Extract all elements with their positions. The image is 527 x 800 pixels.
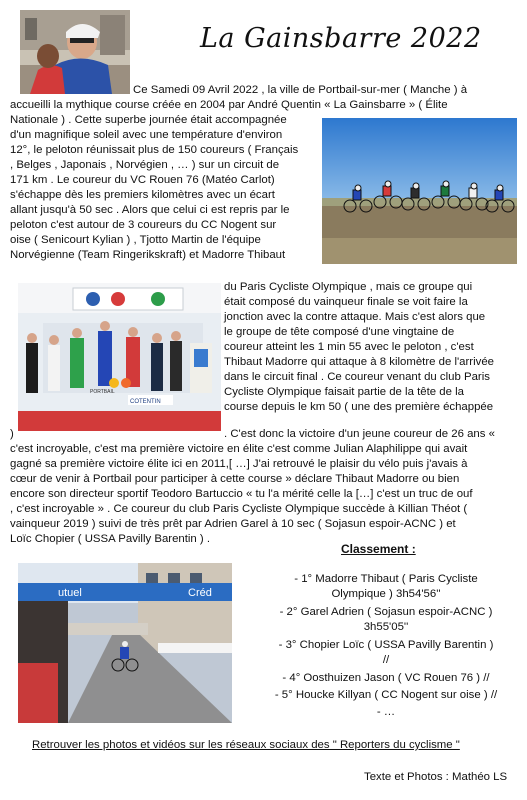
article-line: peloton c'est autour de 3 coureurs du CC Nogent sur (10, 219, 277, 231)
article-line: coureur atteint les 1 min 55 avec le peloton , c'est (224, 341, 474, 353)
article-line: du Paris Cycliste Olympique , mais ce groupe qui (224, 281, 473, 293)
footer-social-link[interactable]: Retrouver les photos et vidéos sur les réseaux sociaux des " Reporters du cyclisme " (32, 739, 460, 751)
classement-line: // (382, 654, 390, 666)
article-line: 12°, le peloton réunissait plus de 150 coureurs ( Français (10, 144, 299, 156)
article-line: vainqueur 2019 ) suivi de très prêt par Adrien Garel à 10 sec ( Sojasun espoir-ACNC ) et (10, 518, 456, 530)
article-line: 171 km . Le coureur du VC Rouen 76 (Matéo Carlot) (10, 174, 275, 186)
article-line: Ce Samedi 09 Avril 2022 , la ville de Portbail-sur-mer ( Manche ) à (133, 84, 468, 96)
article-line: course depuis le km 50 ( une des première échappée (224, 401, 494, 413)
photo-winner-portrait (20, 10, 130, 94)
article-line: Norvégienne (Team Ringerikskraft) et Madorre Thibaut (10, 249, 286, 261)
classement-line: - 2° Garel Adrien ( Sojasun espoir-ACNC ) (279, 606, 493, 618)
photo-finish-line (18, 563, 232, 723)
article-line: dans le circuit final . Ce coureur venant du club Paris (224, 371, 490, 383)
article-line: allant jusqu'à 50 sec . Alors que celui ci est repris par le (10, 204, 290, 216)
article-line: accueilli la mythique course créée en 2004 par André Quentin « La Gainsbarre » ( Élite (10, 99, 448, 111)
article-line: , c'est incroyable » . Ce coureur du club Paris Cycliste Olympique succède à Killian Théot ( (10, 503, 468, 515)
finish-banner-right: Créd (188, 587, 212, 599)
article-line: jonction avec la contre attaque. Mais c'est alors que (224, 311, 486, 323)
article-line: cœur de venir à Portbail pour participer à cette course » déclare Thibaut Madorre ou bien (10, 473, 460, 485)
finish-banner-left: utuel (58, 587, 82, 599)
classement-line: 3h55'05'' (363, 621, 409, 633)
article-line: c'est incroyable, c'est ma première victoire en élite c'est comme Julian Alaphilippe qui avait (10, 443, 468, 455)
article-line: ) (10, 428, 14, 440)
article-line: Thibaut Madorre qui attaque à 8 kilomètre de l'arrivée (224, 356, 494, 368)
article-line: s'échappe dès les premiers kilomètres avec un écart (10, 189, 275, 201)
classement-line: - 4° Oosthuizen Jason ( VC Rouen 76 ) // (282, 672, 490, 684)
article-line: était composé du vainqueur finale se voit faire la (224, 296, 468, 308)
photo-peloton (322, 118, 517, 264)
article-line: le groupe de tête composé d'une vingtaine de (224, 326, 455, 338)
classement-line: - 5° Houcke Killyan ( CC Nogent sur oise ) // (274, 689, 498, 701)
podium-banner-text: COTENTIN (130, 399, 161, 405)
article-line: oise ( Senicourt Kylian ) , Tjotto Martin de l'équipe (10, 234, 261, 246)
classement-line: - 3° Chopier Loïc ( USSA Pavilly Barentin ) (278, 639, 494, 651)
article-line: gagné sa première victoire élite ici en 2011,[ …] J'ai retrouvé le plaisir du vélo puis j'avais à (10, 458, 468, 470)
article-line: d'un magnifique soleil avec une température d'environ (10, 129, 283, 141)
classement-heading: Classement : (341, 542, 416, 556)
classement-line: - 1° Madorre Thibaut ( Paris Cycliste (294, 573, 478, 585)
article-line: Loïc Chopier ( USSA Pavilly Barentin ) . (10, 533, 211, 545)
article-line: encore son directeur sportif Teodoro Bartuccio « tu l'a mérité celle la […] c'est un truc de ouf (10, 488, 473, 500)
page-title: La Gainsbarre 2022 (200, 23, 482, 54)
podium-sub-text: PORTBAIL (90, 389, 115, 395)
classement-line: Olympique ) 3h54'56'' (331, 588, 441, 600)
article-line: Nationale ) . Cette superbe journée était accompagnée (10, 114, 287, 126)
photo-podium (18, 283, 221, 431)
article-line: . C'est donc la victoire d'un jeune coureur de 26 ans « (224, 428, 495, 440)
footer-credit: Texte et Photos : Mathéo LS (364, 771, 508, 783)
article-line: , Belges , Japonais , Norvégien , … ) sur un circuit de (10, 159, 280, 171)
classement-line: - … (376, 706, 396, 718)
article-line: Cycliste Olympique faisait partie de la tête de la (224, 386, 464, 398)
